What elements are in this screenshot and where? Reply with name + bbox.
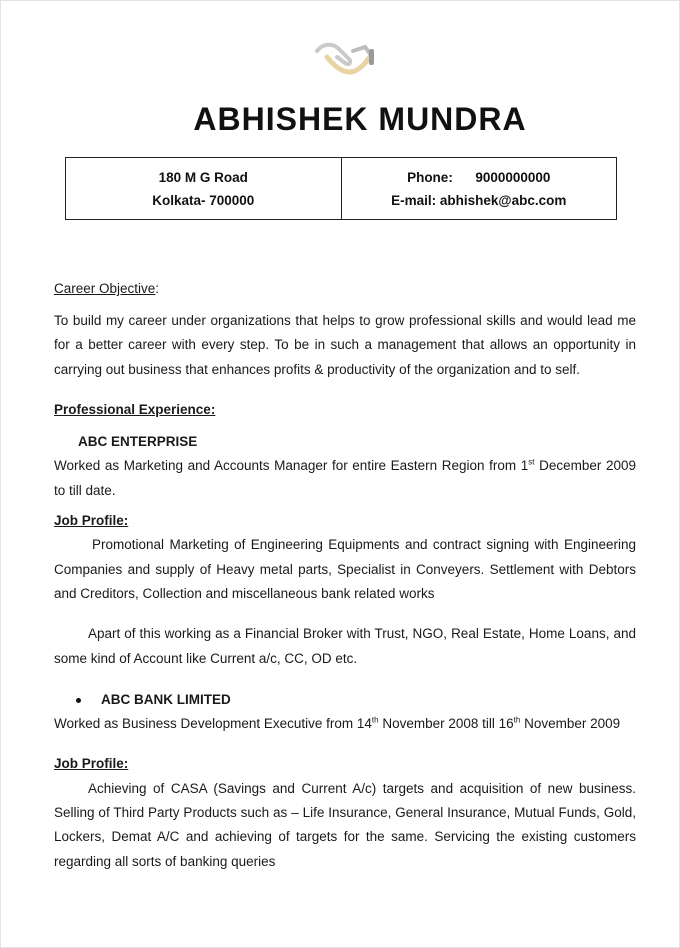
address-cell — [66, 158, 342, 219]
career-objective-text: To build my career under organizations that helps to grow professional skills and would lead me for a better career with every step. To be in such a management that allows an opportunity in carrying out business that enhances profits & productivity of the organization and to self. — [54, 313, 636, 377]
candidate-name: ABHISHEK MUNDRA — [193, 101, 527, 137]
phone-email-cell — [342, 158, 617, 219]
email-text: E-mail: abhishek@abc.com — [391, 192, 567, 208]
company-1-role-sup: st — [528, 457, 535, 467]
handshake-icon — [313, 37, 377, 81]
resume-body — [54, 277, 636, 874]
experience-heading — [54, 398, 636, 422]
company-2-role-text-a: Worked as Business Development Executive from 14 — [54, 716, 372, 732]
company-2-name: ABC BANK LIMITED — [101, 691, 231, 707]
career-objective-title: Career Objective — [54, 281, 156, 296]
job-profile-1-text: Promotional Marketing of Engineering Equipments and contract signing with Engineering Companies and supply of Heavy metal parts, Specialist in Conveyers. Settlement with Debtors and Creditors, Collection and miscellaneous bank related works — [54, 537, 636, 601]
company-2-role-text-c: November 2009 — [520, 716, 621, 732]
company-2-role-text-b: November 2008 till 16 — [378, 716, 514, 732]
job-profile-1-text-2: Apart of this working as a Financial Broker with Trust, NGO, Real Estate, Home Loans, and some kind of Account like Current a/c, CC, OD etc. — [54, 626, 636, 666]
job-profile-2-title: Job Profile: — [54, 756, 129, 772]
company-2-heading — [76, 688, 636, 712]
phone-label: Phone: — [407, 169, 453, 185]
address-line-2: Kolkata- 700000 — [152, 192, 255, 208]
job-profile-1-heading — [54, 509, 636, 533]
bullet-icon — [76, 698, 81, 703]
company-2-role — [54, 712, 636, 736]
company-2-role-sup-1: th — [371, 715, 379, 725]
phone-value: 9000000000 — [475, 169, 551, 185]
company-1-name: ABC ENTERPRISE — [78, 434, 198, 450]
job-profile-2-heading — [54, 752, 636, 776]
company-1-role — [54, 454, 636, 503]
company-2-role-sup-2: th — [513, 715, 521, 725]
job-profile-2-text: Achieving of CASA (Savings and Current A/c) targets and acquisition of new business. Selling of Third Party Products such as – Life Insurance, General Insurance, Mutual Funds, Gold, Lockers, Demat A/C and achieving of targets for the same. Servicing the existing customers regarding all sorts of banking queries — [54, 780, 636, 869]
contact-box — [65, 157, 617, 220]
company-1-role-text-a: Worked as Marketing and Accounts Manager for entire Eastern Region from 1 — [54, 458, 529, 474]
job-profile-1-title: Job Profile: — [54, 513, 129, 529]
career-objective-heading — [54, 277, 636, 301]
phone-row — [407, 170, 550, 185]
experience-title: Professional Experience: — [54, 401, 216, 417]
address-line-1: 180 M G Road — [158, 169, 248, 185]
career-objective-colon: : — [155, 281, 160, 296]
company-1-role-text-b: December 2009 to till date. — [54, 458, 636, 498]
